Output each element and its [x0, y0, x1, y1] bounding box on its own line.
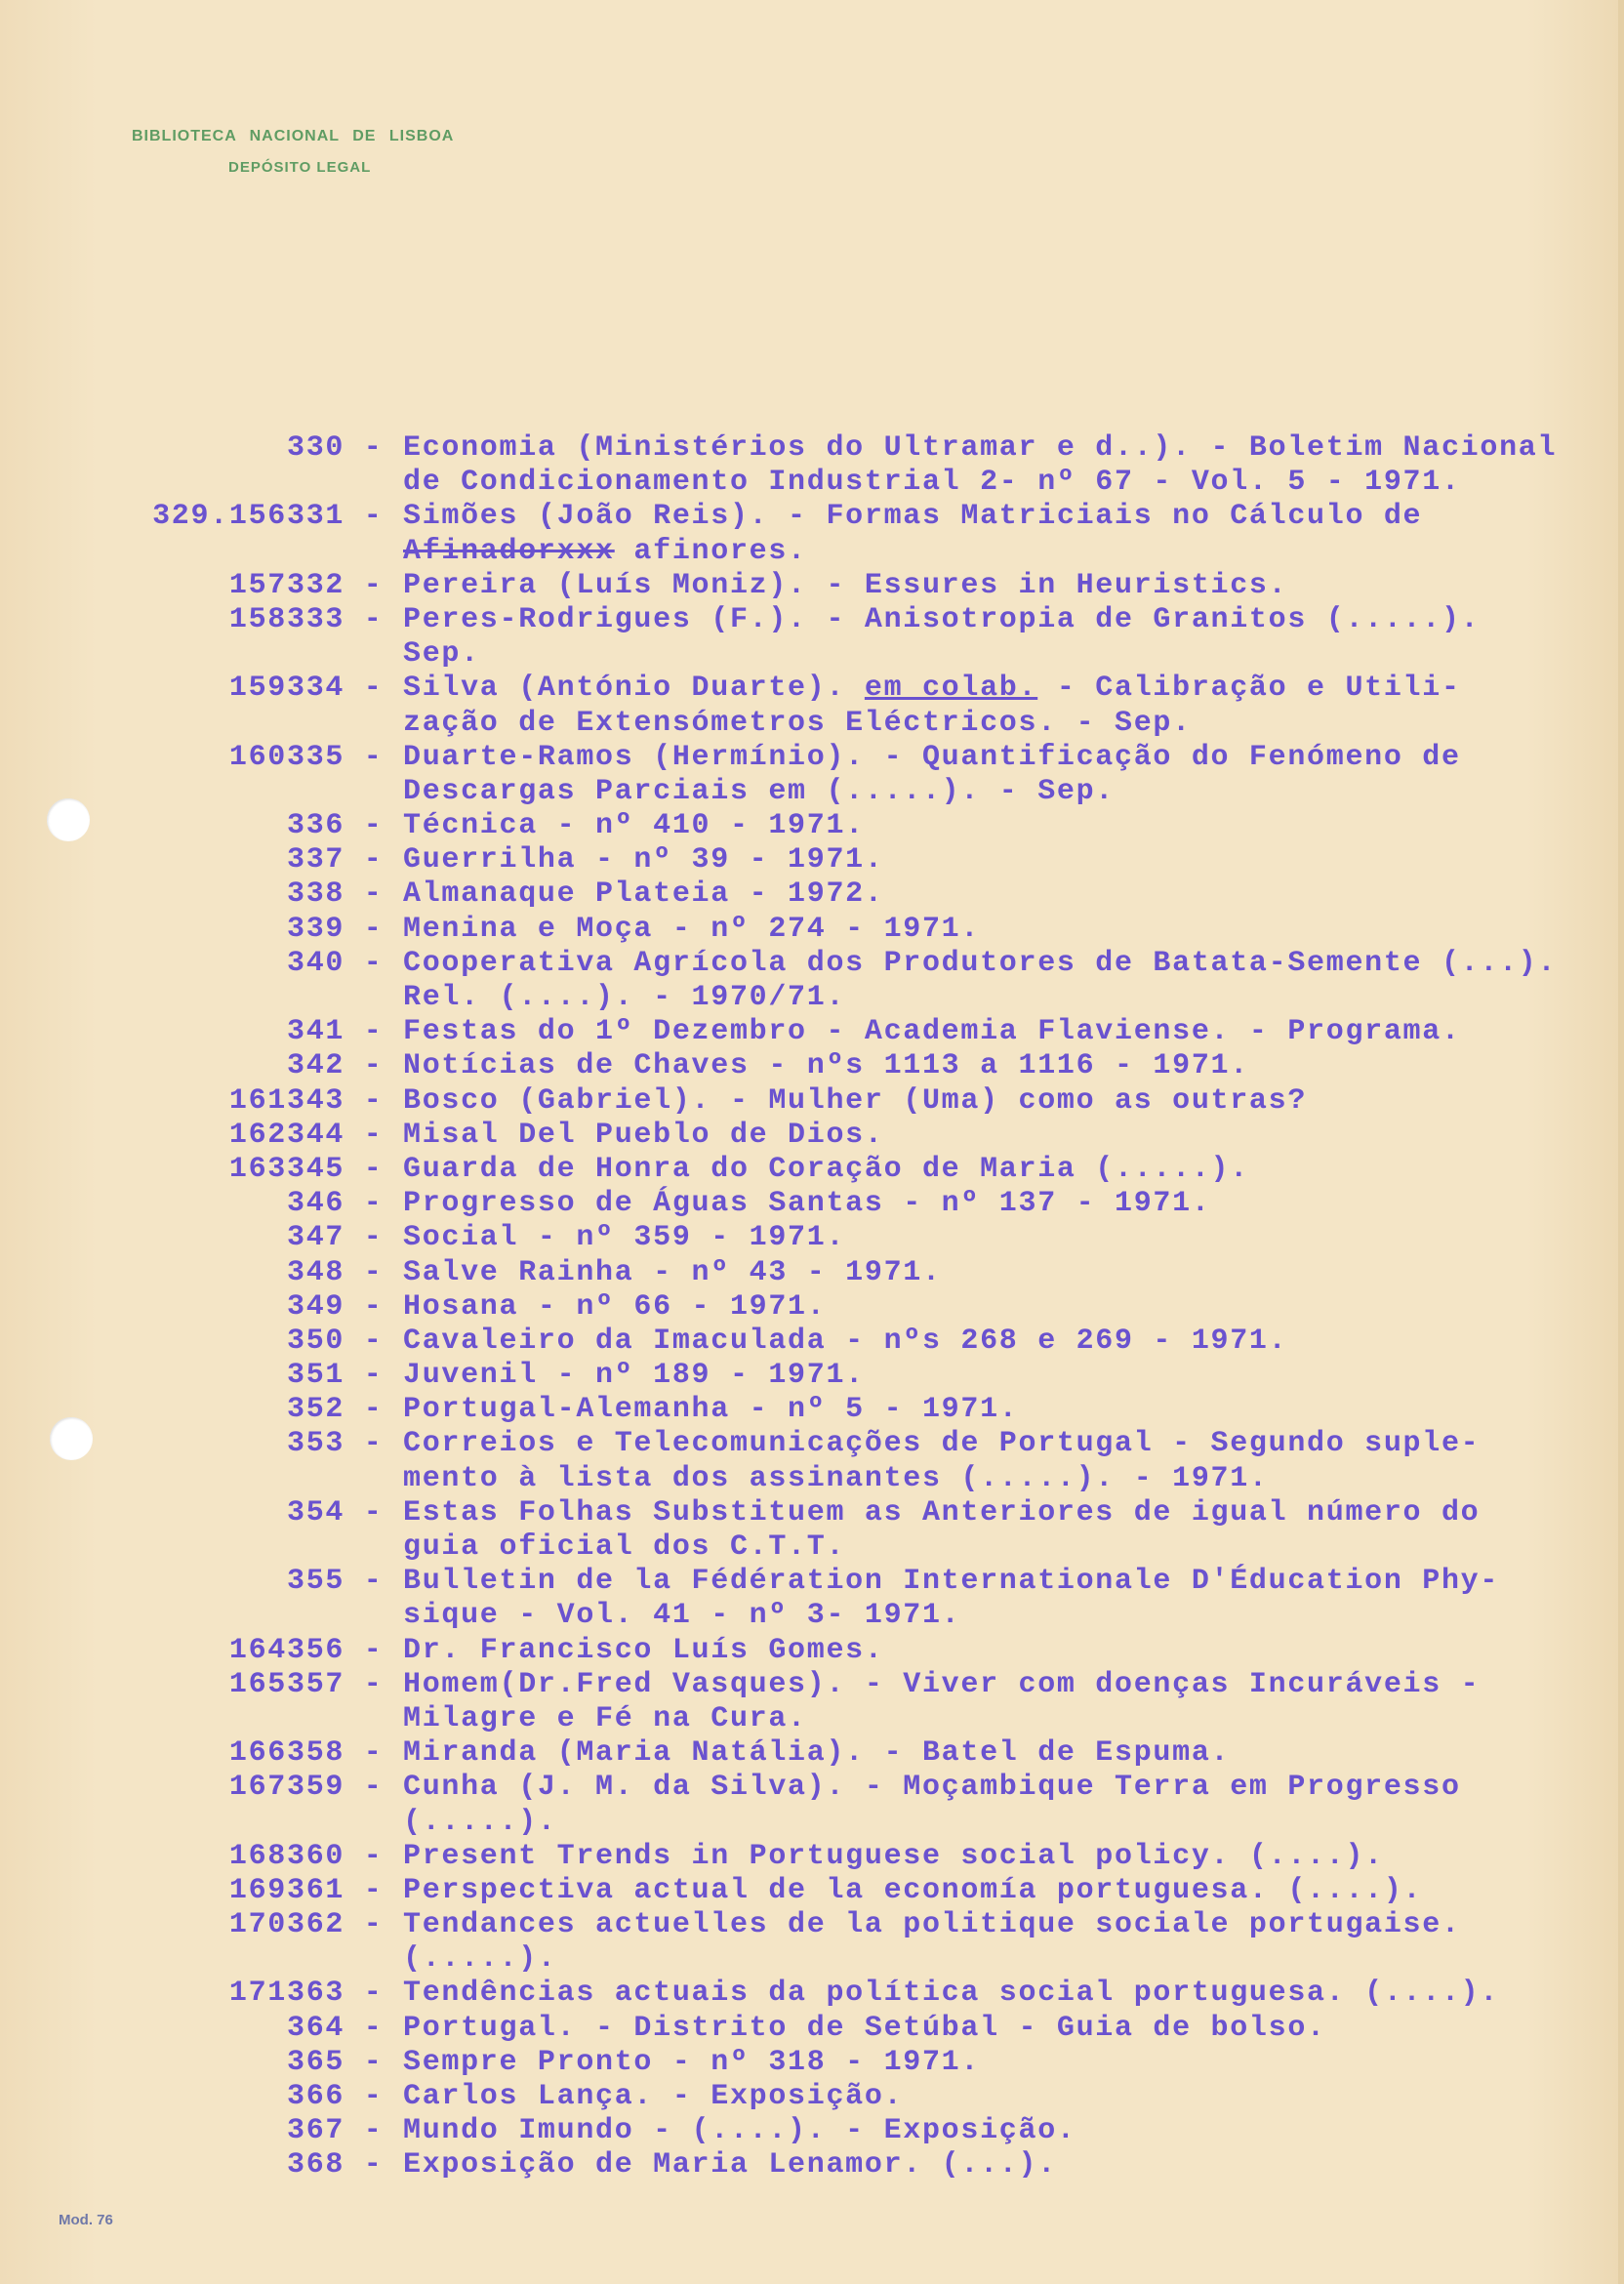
- list-entry: [0, 1187, 1624, 1221]
- entry-text: Festas do 1º Dezembro - Academia Flaviense. - Programa.: [403, 1015, 1461, 1049]
- list-entry: [0, 913, 1624, 947]
- entry-number-value: 368: [287, 2148, 345, 2182]
- entry-number-value: 333: [287, 602, 345, 636]
- deposit-list: [0, 431, 1624, 2183]
- list-entry: [0, 1771, 1624, 1805]
- entry-text: mento à lista dos assinantes (.....). - 1971.: [403, 1461, 1269, 1495]
- entry-continuation: [0, 637, 1624, 672]
- reference-number: 159: [228, 672, 287, 706]
- entry-number-value: 341: [287, 1015, 345, 1049]
- entry-text: Rel. (....). - 1970/71.: [403, 981, 846, 1014]
- list-entry: [0, 1256, 1624, 1290]
- reference-number: 168: [228, 1839, 287, 1873]
- entry-number-value: 357: [287, 1667, 345, 1701]
- entry-number: 360 -: [287, 1839, 403, 1873]
- entry-text: Milagre e Fé na Cura.: [403, 1701, 807, 1735]
- entry-continuation: [0, 466, 1624, 500]
- list-entry: [0, 1668, 1624, 1702]
- underlined-note: em colab.: [864, 672, 1038, 706]
- entry-number-value: 334: [287, 672, 345, 706]
- reference-number: 167: [228, 1771, 287, 1805]
- entry-text: Peres-Rodrigues (F.). - Anisotropia de Granitos (.....).: [403, 602, 1481, 636]
- list-entry: [0, 2012, 1624, 2046]
- entry-number-value: 336: [287, 809, 345, 843]
- entry-number-value: 331: [287, 500, 345, 534]
- entry-number-value: 343: [287, 1083, 345, 1118]
- entry-text: Exposição de Maria Lenamor. (...).: [403, 2148, 1057, 2182]
- reference-number: 160: [228, 740, 287, 774]
- entry-number-value: 330: [287, 431, 345, 465]
- entry-number: 332 -: [287, 568, 403, 602]
- entry-number-value: 340: [287, 946, 345, 980]
- entry-text: Almanaque Plateia - 1972.: [403, 877, 884, 912]
- entry-number-value: 359: [287, 1771, 345, 1805]
- entry-number: 361 -: [287, 1873, 403, 1907]
- list-entry: [0, 1119, 1624, 1153]
- list-entry: [0, 1908, 1624, 1942]
- entry-text: Bulletin de la Fédération Internationale D'Éducation Phy-: [403, 1565, 1500, 1599]
- list-entry: [0, 741, 1624, 775]
- entry-continuation: [0, 775, 1624, 809]
- entry-number: 362 -: [287, 1908, 403, 1942]
- entry-continuation: [0, 1942, 1624, 1977]
- entry-number-value: 361: [287, 1873, 345, 1907]
- entry-number: 347 -: [287, 1221, 403, 1255]
- entry-number: 342 -: [287, 1049, 403, 1083]
- entry-text-part: afinores.: [614, 534, 807, 568]
- entry-number: 346 -: [287, 1187, 403, 1221]
- list-entry: [0, 500, 1624, 534]
- entry-number: 341 -: [287, 1015, 403, 1049]
- list-entry: [0, 1221, 1624, 1255]
- entry-text: Juvenil - nº 189 - 1971.: [403, 1359, 865, 1393]
- list-entry: [0, 2114, 1624, 2148]
- entry-text: Guerrilha - nº 39 - 1971.: [403, 843, 884, 877]
- entry-text: Bosco (Gabriel). - Mulher (Uma) como as outras?: [403, 1083, 1308, 1118]
- list-entry: [0, 1736, 1624, 1771]
- list-entry: [0, 1153, 1624, 1187]
- entry-number: 350 -: [287, 1324, 403, 1358]
- entry-text: Portugal-Alemanha - nº 5 - 1971.: [403, 1393, 1019, 1427]
- entry-text: Progresso de Águas Santas - nº 137 - 1971.: [403, 1187, 1211, 1221]
- entry-number-value: 345: [287, 1152, 345, 1186]
- list-entry: [0, 809, 1624, 843]
- entry-number: 337 -: [287, 843, 403, 877]
- entry-number: 334 -: [287, 672, 403, 706]
- entry-text: Salve Rainha - nº 43 - 1971.: [403, 1255, 942, 1289]
- entry-text: Estas Folhas Substituem as Anteriores de igual número do: [403, 1495, 1481, 1529]
- entry-text: Portugal. - Distrito de Setúbal - Guia de bolso.: [403, 2011, 1326, 2045]
- entry-number: 356 -: [287, 1633, 403, 1667]
- entry-text: Simões (João Reis). - Formas Matriciais no Cálculo de: [403, 500, 1423, 534]
- reference-number: 171: [228, 1977, 287, 2011]
- entry-number: 357 -: [287, 1667, 403, 1701]
- entry-text: sique - Vol. 41 - nº 3- 1971.: [403, 1599, 961, 1633]
- entry-text: guia oficial dos C.T.T.: [403, 1530, 846, 1564]
- reference-number: 166: [228, 1736, 287, 1771]
- entry-text: Sep.: [403, 637, 480, 672]
- reference-number: 161: [228, 1083, 287, 1118]
- entry-number-value: 354: [287, 1495, 345, 1529]
- entry-number: 331 -: [287, 500, 403, 534]
- entry-continuation: [0, 1462, 1624, 1496]
- entry-number: 345 -: [287, 1152, 403, 1186]
- entry-number: 335 -: [287, 740, 403, 774]
- reference-number: 165: [228, 1667, 287, 1701]
- entry-text: Present Trends in Portuguese social policy. (....).: [403, 1839, 1384, 1873]
- entry-continuation: [0, 1702, 1624, 1736]
- list-entry: [0, 877, 1624, 912]
- list-entry: [0, 1874, 1624, 1908]
- entry-number: 340 -: [287, 946, 403, 980]
- list-entry: [0, 1840, 1624, 1874]
- entry-number: 353 -: [287, 1427, 403, 1461]
- entry-number: 336 -: [287, 809, 403, 843]
- letterhead-department: DEPÓSITO LEGAL: [228, 159, 372, 176]
- entry-number-value: 365: [287, 2045, 345, 2079]
- list-entry: [0, 1977, 1624, 2011]
- entry-text: Tendências actuais da política social portuguesa. (....).: [403, 1977, 1500, 2011]
- reference-number: 158: [228, 602, 287, 636]
- entry-number-value: 366: [287, 2080, 345, 2113]
- list-entry: [0, 1325, 1624, 1359]
- entry-number: 352 -: [287, 1393, 403, 1427]
- entry-number: 355 -: [287, 1565, 403, 1599]
- entry-number-value: 339: [287, 912, 345, 946]
- entry-number-value: 367: [287, 2114, 345, 2148]
- entry-number: 359 -: [287, 1771, 403, 1805]
- entry-number-value: 347: [287, 1221, 345, 1255]
- entry-text: de Condicionamento Industrial 2- nº 67 - Vol. 5 - 1971.: [403, 466, 1461, 500]
- list-entry: [0, 672, 1624, 706]
- list-entry: [0, 2046, 1624, 2080]
- entry-text: Cavaleiro da Imaculada - nºs 268 e 269 - 1971.: [403, 1324, 1288, 1358]
- entry-number-value: 337: [287, 843, 345, 877]
- entry-number-value: 346: [287, 1187, 345, 1221]
- list-entry: [0, 1049, 1624, 1083]
- entry-number: 344 -: [287, 1118, 403, 1152]
- entry-number-value: 355: [287, 1565, 345, 1599]
- entry-number: 367 -: [287, 2114, 403, 2148]
- list-entry: [0, 1359, 1624, 1393]
- entry-number: 366 -: [287, 2080, 403, 2113]
- entry-number: 339 -: [287, 912, 403, 946]
- entry-number: 349 -: [287, 1289, 403, 1324]
- list-entry: [0, 1634, 1624, 1668]
- list-entry: [0, 1393, 1624, 1427]
- entry-text: Homem(Dr.Fred Vasques). - Viver com doenças Incuráveis -: [403, 1667, 1481, 1701]
- entry-number: 368 -: [287, 2148, 403, 2182]
- entry-text: Duarte-Ramos (Hermínio). - Quantificação do Fenómeno de: [403, 740, 1461, 774]
- entry-number-value: 364: [287, 2011, 345, 2045]
- entry-number: 354 -: [287, 1495, 403, 1529]
- list-entry: [0, 1084, 1624, 1119]
- entry-text-part: Silva (António Duarte).: [403, 672, 865, 706]
- reference-number: 170: [228, 1908, 287, 1942]
- form-number: Mod. 76: [59, 2212, 113, 2228]
- entry-number-value: 351: [287, 1359, 345, 1393]
- entry-text: [403, 672, 1461, 706]
- entry-number: 333 -: [287, 602, 403, 636]
- entry-continuation: [0, 981, 1624, 1015]
- list-entry: [0, 1565, 1624, 1599]
- entry-text-part: - Calibração e Utili-: [1037, 672, 1461, 706]
- entry-text: Pereira (Luís Moniz). - Essures in Heuristics.: [403, 568, 1288, 602]
- reference-number: 169: [228, 1873, 287, 1907]
- entry-number-value: 335: [287, 740, 345, 774]
- entry-number-value: 350: [287, 1324, 345, 1358]
- list-entry: [0, 947, 1624, 981]
- entry-text: Mundo Imundo - (....). - Exposição.: [403, 2114, 1076, 2148]
- entry-number-value: 344: [287, 1118, 345, 1152]
- list-entry: [0, 2148, 1624, 2182]
- entry-number: 330 -: [287, 431, 403, 465]
- entry-text: Hosana - nº 66 - 1971.: [403, 1289, 827, 1324]
- list-entry: [0, 431, 1624, 466]
- list-entry: [0, 1496, 1624, 1530]
- entry-number: 348 -: [287, 1255, 403, 1289]
- entry-number: 364 -: [287, 2011, 403, 2045]
- letterhead-institution: BIBLIOTECA NACIONAL DE LISBOA: [132, 128, 455, 144]
- entry-number: 338 -: [287, 877, 403, 912]
- list-entry: [0, 2080, 1624, 2114]
- entry-text: Economia (Ministérios do Ultramar e d..). - Boletim Nacional: [403, 431, 1558, 465]
- list-entry: [0, 569, 1624, 603]
- entry-text: [403, 535, 807, 569]
- entry-text: Técnica - nº 410 - 1971.: [403, 809, 865, 843]
- reference-number: 162: [228, 1118, 287, 1152]
- reference-number: 329.156: [152, 500, 287, 534]
- entry-text: Correios e Telecomunicações de Portugal - Segundo suple-: [403, 1427, 1481, 1461]
- entry-text: (.....).: [403, 1805, 557, 1839]
- entry-text: Cunha (J. M. da Silva). - Moçambique Terra em Progresso: [403, 1771, 1461, 1805]
- entry-text: Perspectiva actual de la economía portuguesa. (....).: [403, 1873, 1423, 1907]
- entry-number-value: 360: [287, 1839, 345, 1873]
- entry-continuation: [0, 1599, 1624, 1633]
- entry-number: 365 -: [287, 2045, 403, 2079]
- entry-number-value: 342: [287, 1049, 345, 1083]
- entry-text: Menina e Moça - nº 274 - 1971.: [403, 912, 981, 946]
- entry-number-value: 332: [287, 568, 345, 602]
- entry-text: Guarda de Honra do Coração de Maria (.....).: [403, 1152, 1249, 1186]
- entry-text: Tendances actuelles de la politique sociale portugaise.: [403, 1908, 1461, 1942]
- list-entry: [0, 843, 1624, 877]
- reference-number: 157: [228, 568, 287, 602]
- entry-text: Dr. Francisco Luís Gomes.: [403, 1633, 884, 1667]
- entry-text: Misal Del Pueblo de Dios.: [403, 1118, 884, 1152]
- entry-continuation: [0, 1806, 1624, 1840]
- entry-number-value: 356: [287, 1633, 345, 1667]
- entry-continuation: [0, 1530, 1624, 1565]
- entry-text: Descargas Parciais em (.....). - Sep.: [403, 774, 1116, 808]
- entry-text: Cooperativa Agrícola dos Produtores de Batata-Semente (...).: [403, 946, 1558, 980]
- entry-text: zação de Extensómetros Eléctricos. - Sep.: [403, 706, 1192, 740]
- entry-text: (.....).: [403, 1942, 557, 1977]
- entry-number: 358 -: [287, 1736, 403, 1771]
- entry-text: Miranda (Maria Natália). - Batel de Espuma.: [403, 1736, 1231, 1771]
- entry-continuation: [0, 707, 1624, 741]
- entry-text: Social - nº 359 - 1971.: [403, 1221, 846, 1255]
- entry-number: 343 -: [287, 1083, 403, 1118]
- reference-number: 164: [228, 1633, 287, 1667]
- struck-out-text: Afinadorxxx: [403, 534, 615, 568]
- entry-number-value: 358: [287, 1736, 345, 1771]
- list-entry: [0, 1015, 1624, 1049]
- list-entry: [0, 1290, 1624, 1325]
- entry-number-value: 349: [287, 1289, 345, 1324]
- entry-number-value: 363: [287, 1977, 345, 2011]
- reference-number: 163: [228, 1152, 287, 1186]
- entry-number-value: 352: [287, 1393, 345, 1427]
- entry-number-value: 362: [287, 1908, 345, 1942]
- entry-number-value: 353: [287, 1427, 345, 1461]
- entry-number-value: 348: [287, 1255, 345, 1289]
- entry-text: Carlos Lança. - Exposição.: [403, 2080, 904, 2113]
- list-entry: [0, 603, 1624, 637]
- entry-text: Notícias de Chaves - nºs 1113 a 1116 - 1971.: [403, 1049, 1249, 1083]
- entry-number: 363 -: [287, 1977, 403, 2011]
- entry-text: Sempre Pronto - nº 318 - 1971.: [403, 2045, 981, 2079]
- entry-number-value: 338: [287, 877, 345, 912]
- entry-number: 351 -: [287, 1359, 403, 1393]
- list-entry: [0, 1427, 1624, 1461]
- entry-continuation: [0, 535, 1624, 569]
